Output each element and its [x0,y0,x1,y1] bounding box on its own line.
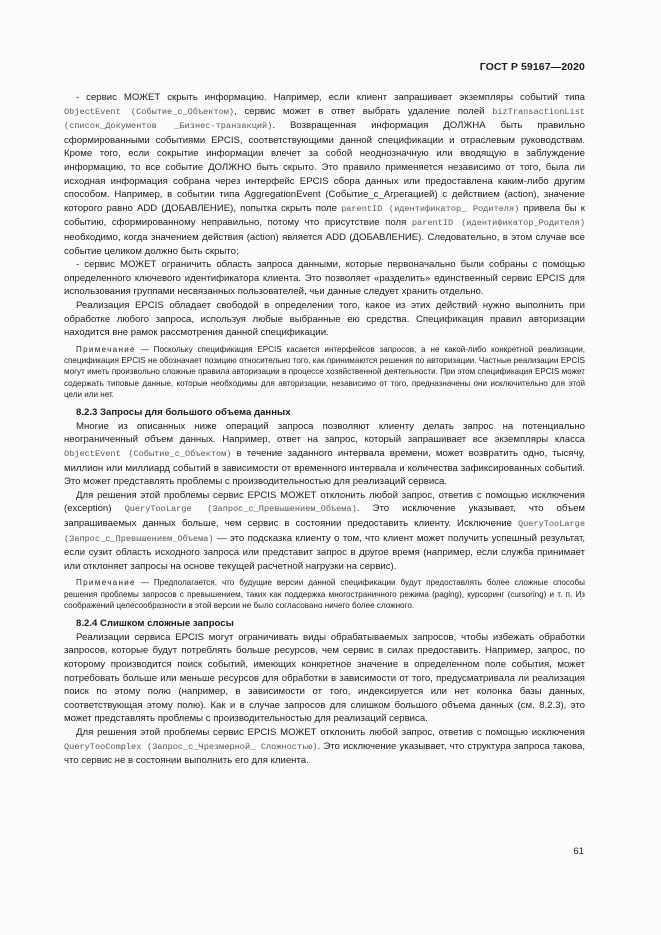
paragraph-query-too-complex: Для решения этой проблемы сервис EPCIS МОЖЕТ отклонить любой запрос, ответив с помощью исключения QueryTooComplex (Запрос_с_Чрезмерной_ Сложностью). Это исключение указывает, что структура запроса такова, что сервис не в состоянии выполнить его для клиента. [64,726,585,767]
code-query-too-large: QueryTooLarge (Запрос_с_Превышением_Объема) [64,518,585,544]
paragraph-query-too-large: Для решения этой проблемы сервис EPCIS МОЖЕТ отклонить любой запрос, ответив с помощью исключения (exception) QueryTooLarge (Запрос_с_Превышением_Объема). Это исключение указывает, что объем запрашиваемых данных больше, чем сервис в состоянии предоставить клиенту. Исключение QueryTooLarge (Запрос_с_Превышением_Объема) — это подсказка клиенту о том, что клиент может получить успешный результат, если сузит область исходного запроса или представит запрос в другое время (например, если служба принимает или отклоняет запросы на основе текущей расчетной нагрузки на сервис). [64,489,585,572]
note-label: Примечание [76,578,136,588]
code-parent-id: parentID (идентификатор_ Родителя) [341,203,520,214]
paragraph-complex-queries: Реализации сервиса EPCIS могут ограничивать виды обрабатываемых запросов, чтобы избежать обработки запросов, которые будут потреблять больше ресурсов, чем сервис в силах предоставить. Например, запрос, по которому производится поиск событий, имеющих конкретное значение в определенном поле события, может потребовать больше или меньше ресурсов для обработки в зависимости от того, предусматривала ли реализация поиск по этому полю (например, в зависимости от того, индексируется или нет колонка базы данных, соответствующая этому полю). Как и в случае запросов для слишком большого объема данных (см. 8.2.3), это может представлять проблемы с производительностью для реализаций сервиса. [64,631,585,725]
page-number: 61 [573,846,584,857]
paragraph-implementation-freedom: Реализация EPCIS обладает свободой в определении того, какое из этих действий нужно выполнить при обработке любого запроса, используя любые выбранные ею средства. Спецификация правил авторизации находится вне рамок рассмотрения данной спецификации. [64,299,585,339]
note-label: Примечание [76,344,136,354]
document-body [64,91,585,768]
note-future-versions: Примечание — Предполагается, что будущие версии данной спецификации будут предоставлять более сложные способы решения проблемы запросов с превышением, таких как поддержка многостраничного режима (paging), курсоринг (cursoring) и т. п. Из соображений целесообразности в этой версии не было согласовано ничего более сложного. [64,578,585,610]
code-query-too-large: QueryTooLarge (Запрос_с_Превышением_Объема) [124,504,357,515]
code-query-too-complex: QueryTooComplex (Запрос_с_Чрезмерной_ Сложностью) [64,741,318,752]
standard-header: ГОСТ Р 59167—2020 [479,61,585,73]
code-biz-transaction-list: bizTransactionList (список_Документов _Бизнес-транзакций) [64,106,586,132]
code-object-event: ObjectEvent (Событие_с_Объектом) [64,448,232,459]
note-authorization: Примечание — Поскольку спецификация EPCIS касается интерфейсов запросов, а не какой-либо конкретной реализации, спецификация EPCIS не обозначает позицию относительно того, как принимаются решения по авторизации. Частные реализации EPCIS могут иметь произвольно сложные правила авторизации в процессе хозяйственной деятельности. При этом спецификация EPCIS может содержать типовые данные, которые необходимы для авторизации, независимо от того, предназначены они исключительно для этой цели или нет. [64,344,585,399]
section-heading-8-2-4: 8.2.4 Слишком сложные запросы [76,618,234,630]
code-object-event: ObjectEvent (Событие_с_Объектом) [64,106,235,117]
paragraph-limit-scope: - сервис МОЖЕТ ограничить область запроса данными, которые первоначально были собраны с помощью определенного ключевого идентификатора клиента. Это позволяет «разделить» единственный сервис EPCIS для использования группами несвязанных пользователей, чьи данные следует хранить отдельно. [64,259,585,298]
section-heading-8-2-3: 8.2.3 Запросы для большого объема данных [76,407,291,419]
paragraph-hide-info: - сервис МОЖЕТ скрыть информацию. Например, если клиент запрашивает экземпляры событий типа ObjectEvent (Событие_с_Объектом), сервис может в ответ выбрать удаление полей bizTransactionList (список_Документов _Бизнес-транзакций). Возвращенная информация ДОЛЖНА быть правильно сформированными событиями EPCIS, соответствующими данной спецификации и отраслевым руководствам. Кроме того, если сокрытие информации влечет за собой неоднозначную или вводящую в заблуждение информацию, то все событие ДОЛЖНО быть скрыто. Это правило применяется независимо от того, была ли исходная информация собрана через интерфейс EPCIS сбора данных или предоставлена каким-либо другим способом. Например, в событии типа AggregationEvent (Событие_с_Агрегацией) с действием (action), значение которого равно ADD (ДОБАВЛЕНИЕ), попытка скрыть поле parentID (идентификатор_ Родителя) привела бы к событию, сформированному неправильно, потому что присутствие поля parentID (идентификатор_Родителя) необходимо, когда значением действия (action) является ADD (ДОБАВЛЕНИЕ). Следовательно, в этом случае все событие целиком должно быть скрыто; [64,92,586,257]
paragraph-large-data: Многие из описанных ниже операций запроса позволяют клиенту делать запрос на потенциально неограниченный объем данных. Например, ответ на запрос, который запрашивает все экземпляры класса ObjectEvent (Событие_с_Объектом) в течение заданного интервала времени, может возвратить одно, тысячу, миллион или миллиард событий в зависимости от временного интервала и количества зафиксированных событий. Это может представлять проблемы с производительностью для реализаций сервиса. [64,420,585,488]
code-parent-id: parentID (идентификатор_Родителя) [411,218,585,229]
